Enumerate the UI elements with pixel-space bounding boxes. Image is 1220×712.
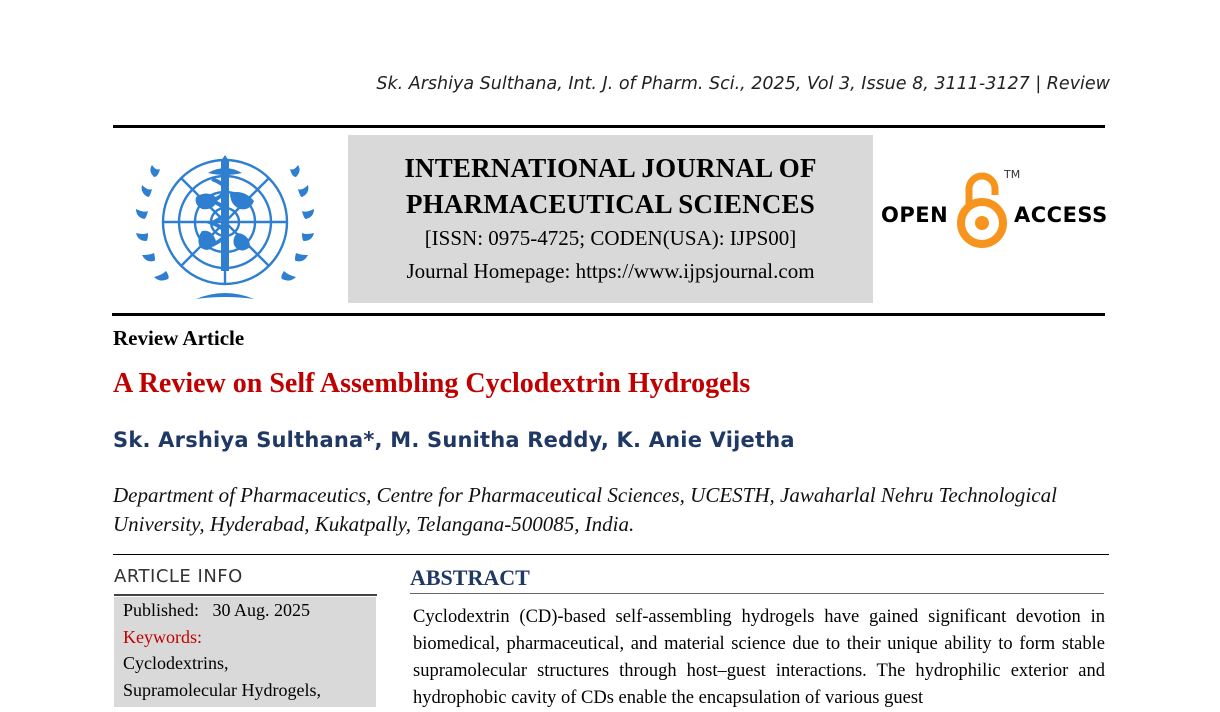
journal-name-line2: PHARMACEUTICAL SCIENCES	[406, 189, 815, 219]
article-authors: Sk. Arshiya Sulthana*, M. Sunitha Reddy, K. Anie Vijetha	[113, 428, 795, 452]
published-label: Published:	[123, 600, 200, 620]
open-access-access-text: ACCESS	[1014, 203, 1108, 227]
journal-emblem-logo	[126, 137, 324, 307]
abstract-rule	[410, 593, 1104, 594]
article-info-heading: ARTICLE INFO	[114, 566, 243, 587]
abstract-heading: ABSTRACT	[410, 565, 530, 590]
citation-header: Sk. Arshiya Sulthana, Int. J. of Pharm. Sci., 2025, Vol 3, Issue 8, 3111-3127 | Review	[376, 74, 1110, 94]
keywords-label: Keywords:	[123, 626, 202, 647]
abstract-text: Cyclodextrin (CD)-based self-assembling hydrogels have gained significant devotion in biomedical, pharmaceutical, and material science due to their unique ability to form stable supramolecular structures through host–guest interactions. The hydrophilic exterior and hydrophobic cavity of CDs enable the encapsulation of various guest	[413, 607, 1105, 708]
article-info-rule	[114, 594, 377, 596]
trademark-symbol: TM	[1004, 168, 1021, 181]
top-rule	[113, 125, 1105, 128]
journal-homepage-link[interactable]: Journal Homepage: https://www.ijpsjournal.com	[406, 259, 815, 283]
journal-name-line1: INTERNATIONAL JOURNAL OF	[404, 153, 817, 183]
journal-issn: [ISSN: 0975-4725; CODEN(USA): IJPS00]	[424, 226, 797, 250]
keyword-item: Cyclodextrins,	[123, 653, 229, 673]
article-type: Review Article	[113, 326, 245, 350]
journal-title-box	[348, 135, 873, 303]
published-row	[123, 597, 376, 624]
section-divider	[113, 554, 1109, 555]
open-access-open-text: OPEN	[881, 203, 949, 227]
header-bottom-rule	[112, 313, 1105, 316]
article-info-box	[114, 597, 376, 707]
author-affiliation: Department of Pharmaceutics, Centre for Pharmaceutical Sciences, UCESTH, Jawaharlal Nehru Technological University, Hyderabad, Kukatpally, Telangana-500085, India.	[113, 483, 1057, 536]
published-date: 30 Aug. 2025	[212, 600, 311, 620]
open-access-logo	[881, 165, 1111, 255]
keyword-item: Supramolecular Hydrogels,	[123, 679, 321, 700]
article-title: A Review on Self Assembling Cyclodextrin Hydrogels	[113, 368, 751, 399]
